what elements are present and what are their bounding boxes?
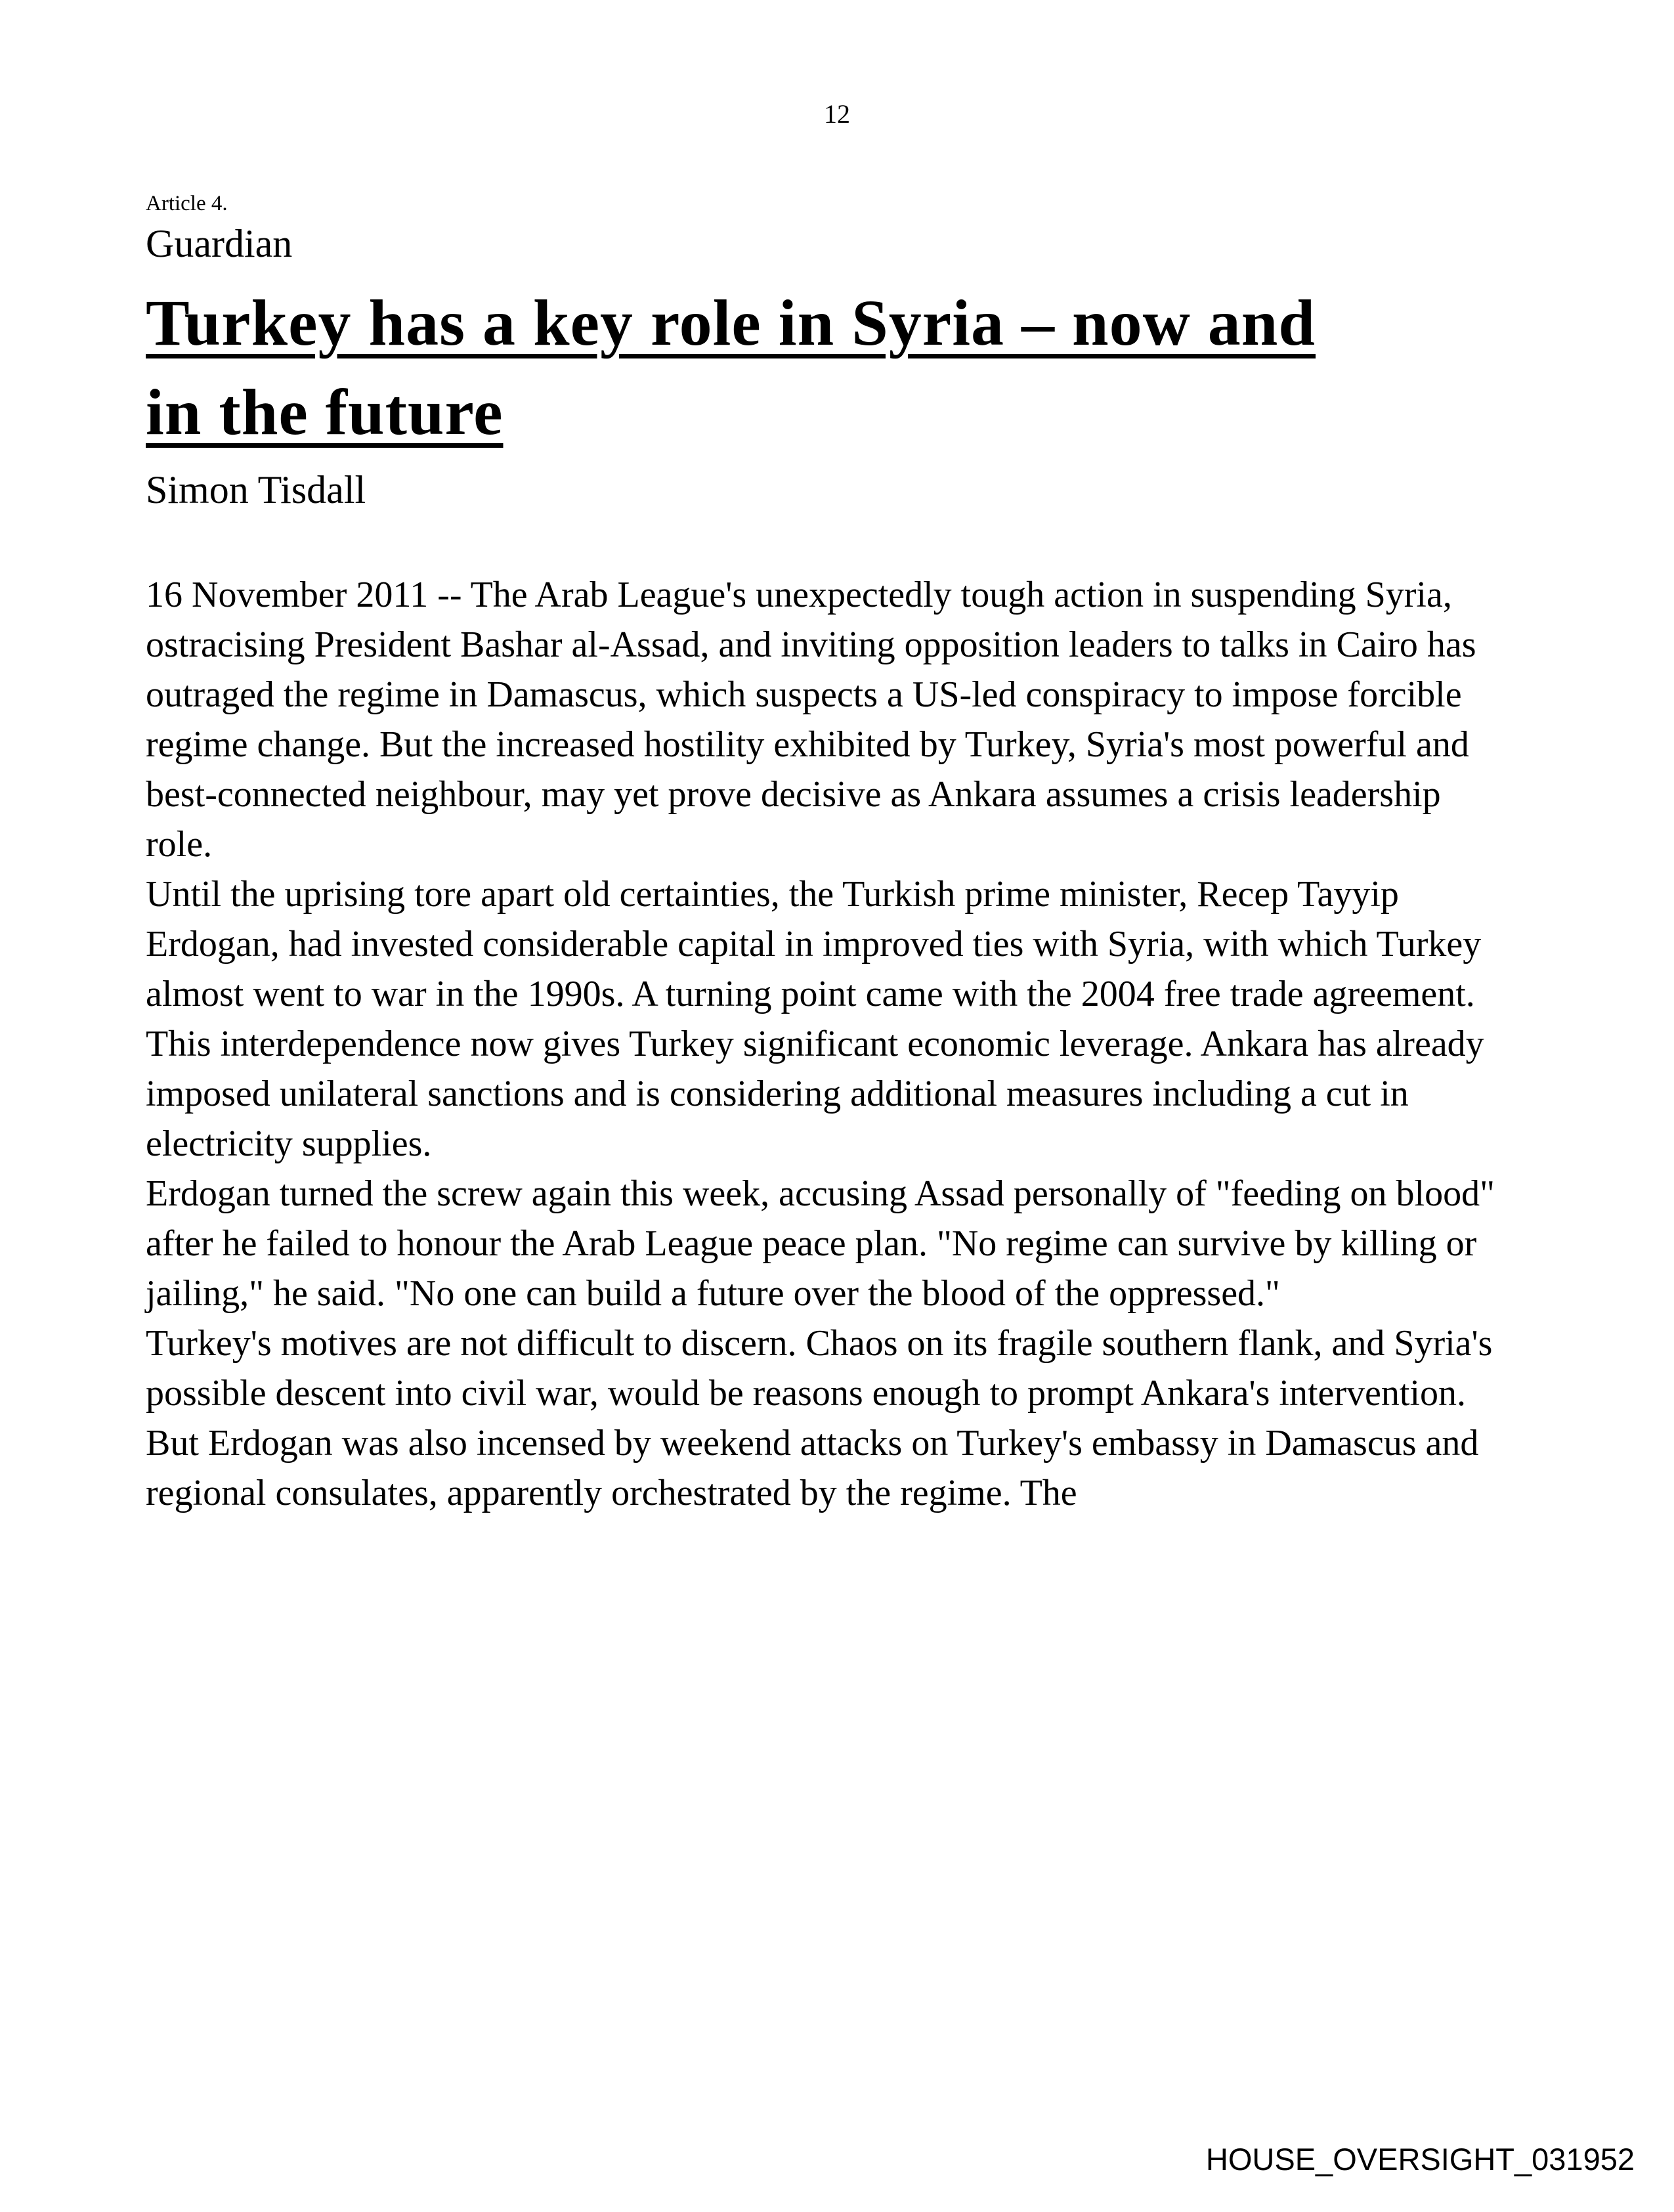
bates-number: HOUSE_OVERSIGHT_031952 xyxy=(1205,2142,1635,2177)
article-label: Article 4. xyxy=(146,192,228,215)
article-paragraph: 16 November 2011 -- The Arab League's unexpectedly tough action in suspending Syria, ostracising President Bashar al-Assad, and inviting opposition leaders to talks in Cairo has outraged the regime in Damascus, which suspects a US-led conspiracy to impose forcible regime change. But the increased hostility exhibited by Turkey, Syria's most powerful and best-connected neighbour, may yet prove decisive as Ankara assumes a crisis leadership role. xyxy=(146,575,1476,865)
article-paragraph: Erdogan turned the screw again this week, accusing Assad personally of "feeding on blood" after he failed to honour the Arab League peace plan. "No regime can survive by killing or jailing," he said. "No one can build a future over the blood of the oppressed." xyxy=(146,1173,1495,1314)
article-byline: Simon Tisdall xyxy=(146,468,366,511)
article-headline xyxy=(146,278,1510,457)
article-paragraph: Until the uprising tore apart old certainties, the Turkish prime minister, Recep Tayyip Erdogan, had invested considerable capital in improved ties with Syria, with which Turkey almost went to war in the 1990s. A turning point came with the 2004 free trade agreement. This interdependence now gives Turkey significant economic leverage. Ankara has already imposed unilateral sanctions and is considering additional measures including a cut in electricity supplies. xyxy=(146,874,1484,1164)
headline-line-2: in the future xyxy=(146,376,504,448)
article-body xyxy=(146,570,1510,1518)
page-number: 12 xyxy=(824,99,850,129)
article-source: Guardian xyxy=(146,222,293,265)
article-paragraph: Turkey's motives are not difficult to discern. Chaos on its fragile southern flank, and Syria's possible descent into civil war, would be reasons enough to prompt Ankara's intervention. But Erdogan was also incensed by weekend attacks on Turkey's embassy in Damascus and regional consulates, apparently orchestrated by the regime. The xyxy=(146,1323,1493,1513)
article-content xyxy=(0,190,1674,1518)
headline-line-1: Turkey has a key role in Syria – now and xyxy=(146,286,1316,359)
